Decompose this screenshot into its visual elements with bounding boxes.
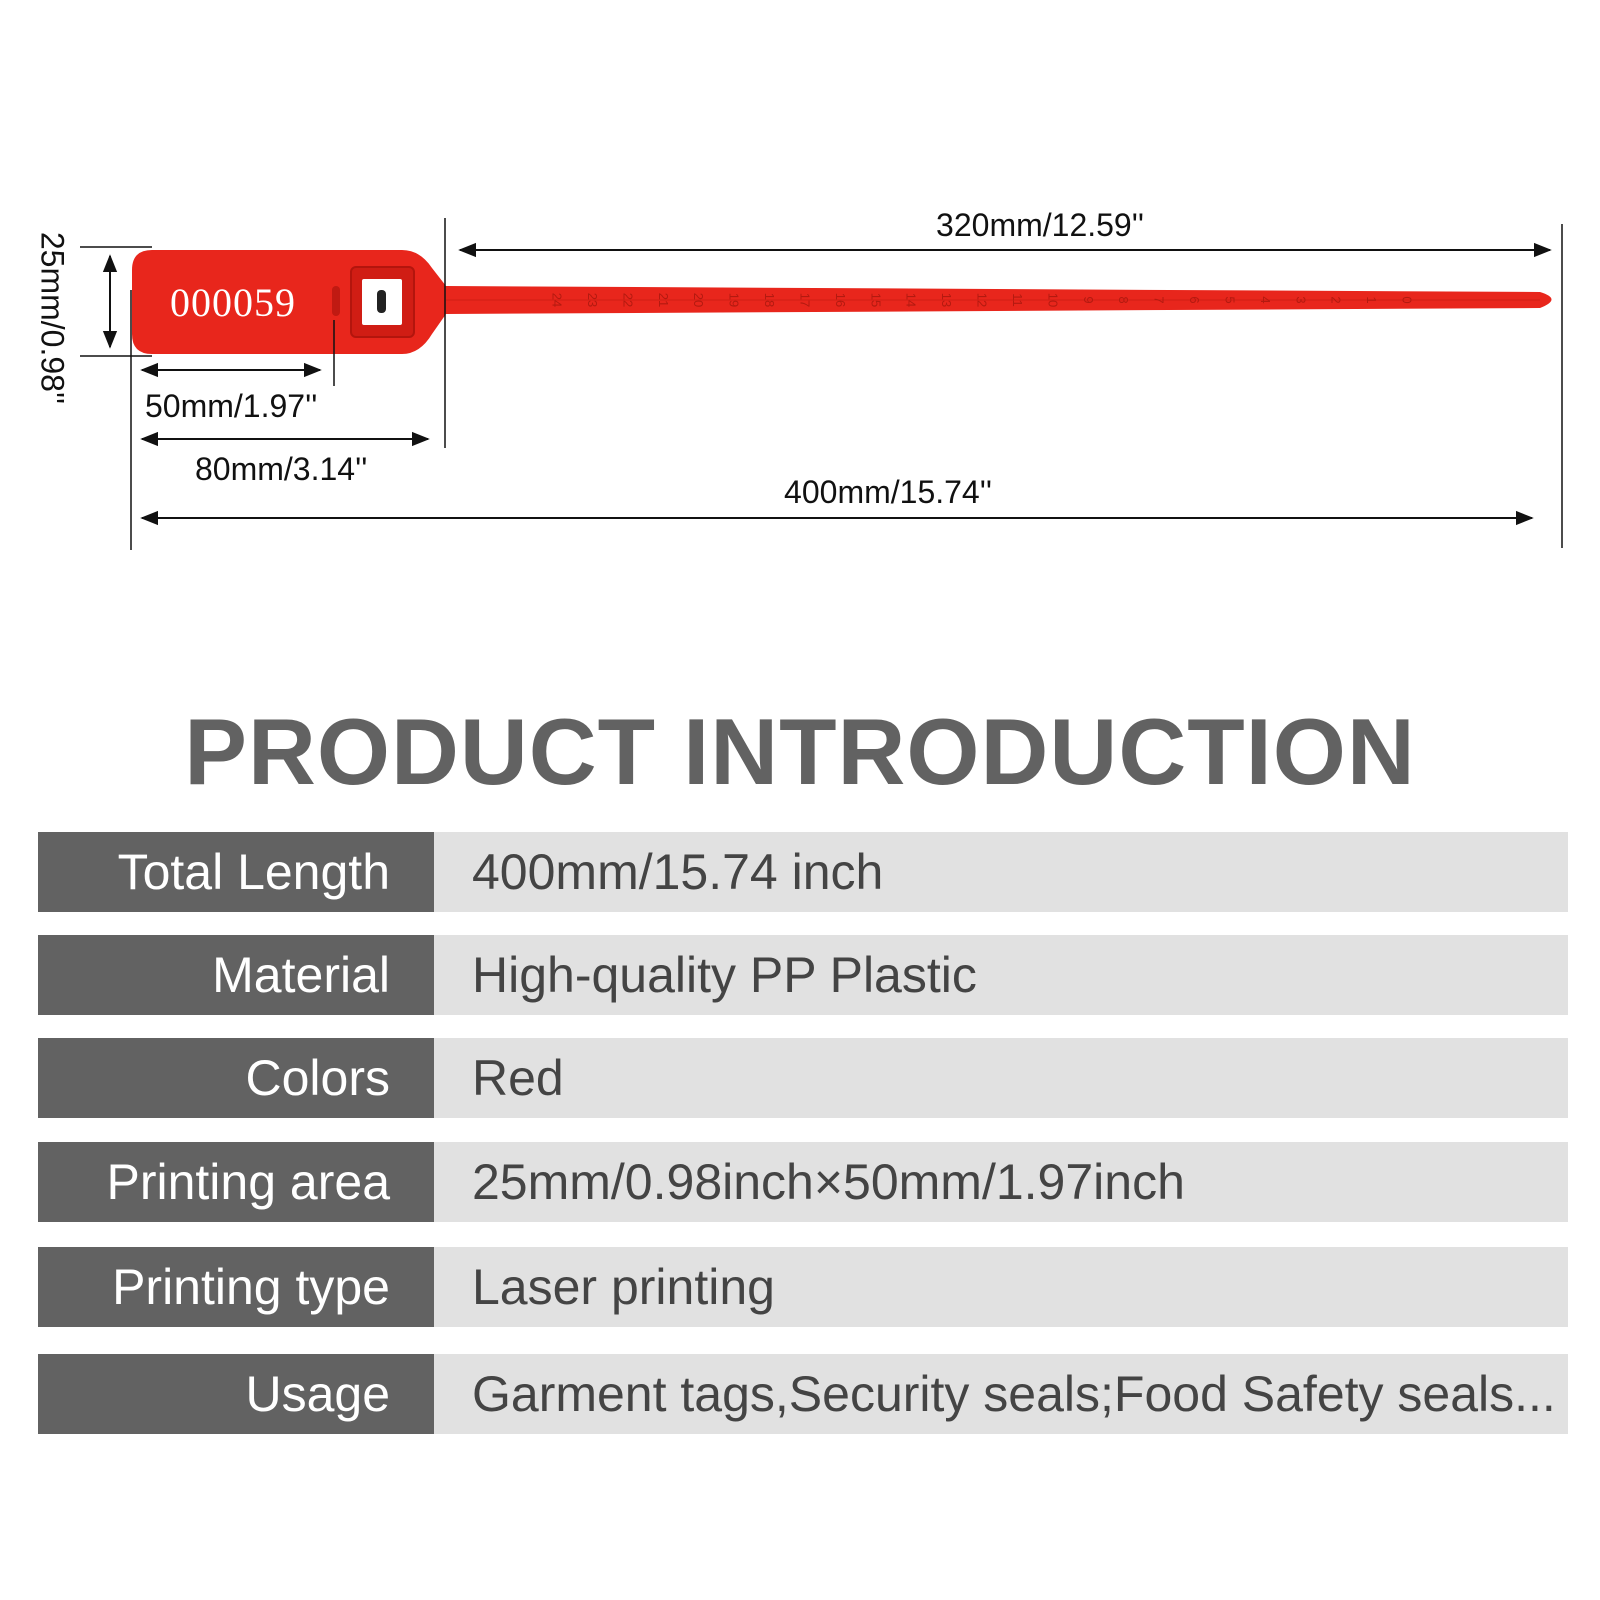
total-length-label: 400mm/15.74'' — [784, 474, 992, 510]
spec-label: Colors — [38, 1038, 434, 1118]
spec-label: Printing type — [38, 1247, 434, 1327]
strap-scale-number: 3 — [1293, 296, 1309, 304]
spec-row-material — [38, 935, 1568, 1015]
strap-scale-number: 8 — [1116, 296, 1132, 304]
strap-scale-number: 15 — [868, 292, 884, 308]
spec-value: High-quality PP Plastic — [434, 935, 1568, 1015]
spec-row-printing-type — [38, 1247, 1568, 1327]
strap-scale-number: 19 — [726, 292, 742, 308]
serial-number: 000059 — [170, 280, 296, 325]
strap-scale-number: 21 — [655, 292, 671, 308]
spec-label: Total Length — [38, 832, 434, 912]
strap-scale-number: 10 — [1045, 292, 1061, 308]
spec-label: Material — [38, 935, 434, 1015]
lock-pin — [377, 290, 386, 313]
dimension-diagram — [0, 0, 1600, 600]
spec-row-total-length — [38, 832, 1568, 912]
tail-length-label: 320mm/12.59'' — [936, 207, 1144, 243]
strap-scale-number: 12 — [974, 292, 990, 308]
strap-scale-number: 22 — [620, 292, 636, 308]
strap-scale-number: 13 — [939, 292, 955, 308]
strap-scale-number: 14 — [903, 292, 919, 308]
spec-value: Garment tags,Security seals;Food Safety seals... — [434, 1354, 1568, 1434]
strap-scale-number: 5 — [1222, 296, 1238, 304]
strap-scale-number: 23 — [584, 292, 600, 308]
strap-scale-number: 16 — [832, 292, 848, 308]
strap-scale-number: 0 — [1399, 296, 1415, 304]
spec-row-usage — [38, 1354, 1568, 1434]
strap-scale-number: 6 — [1187, 296, 1203, 304]
spec-label: Printing area — [38, 1142, 434, 1222]
strap-scale-number: 2 — [1328, 296, 1344, 304]
strap-scale-number: 4 — [1257, 296, 1273, 304]
strap-scale-number: 24 — [549, 292, 565, 308]
strap-scale-number: 11 — [1009, 293, 1025, 307]
print-width-label: 50mm/1.97'' — [145, 388, 318, 424]
spec-value: Laser printing — [434, 1247, 1568, 1327]
section-title: PRODUCT INTRODUCTION — [184, 699, 1416, 804]
strap-scale-number: 9 — [1080, 296, 1096, 304]
strap-slot — [332, 286, 340, 316]
strap-scale-number: 18 — [762, 292, 778, 308]
spec-row-colors — [38, 1038, 1568, 1118]
spec-value: Red — [434, 1038, 1568, 1118]
strap-scale-number: 7 — [1151, 296, 1167, 304]
spec-value: 400mm/15.74 inch — [434, 832, 1568, 912]
tag-height-label: 25mm/0.98'' — [34, 231, 71, 405]
strap-scale-number: 20 — [691, 292, 707, 308]
spec-row-printing-area — [38, 1142, 1568, 1222]
security-seal-tag — [132, 250, 1552, 354]
spec-label: Usage — [38, 1354, 434, 1434]
spec-value: 25mm/0.98inch×50mm/1.97inch — [434, 1142, 1568, 1222]
head-length-label: 80mm/3.14'' — [195, 451, 368, 487]
strap-scale-number: 1 — [1364, 296, 1380, 304]
strap-scale-number: 17 — [797, 292, 813, 308]
